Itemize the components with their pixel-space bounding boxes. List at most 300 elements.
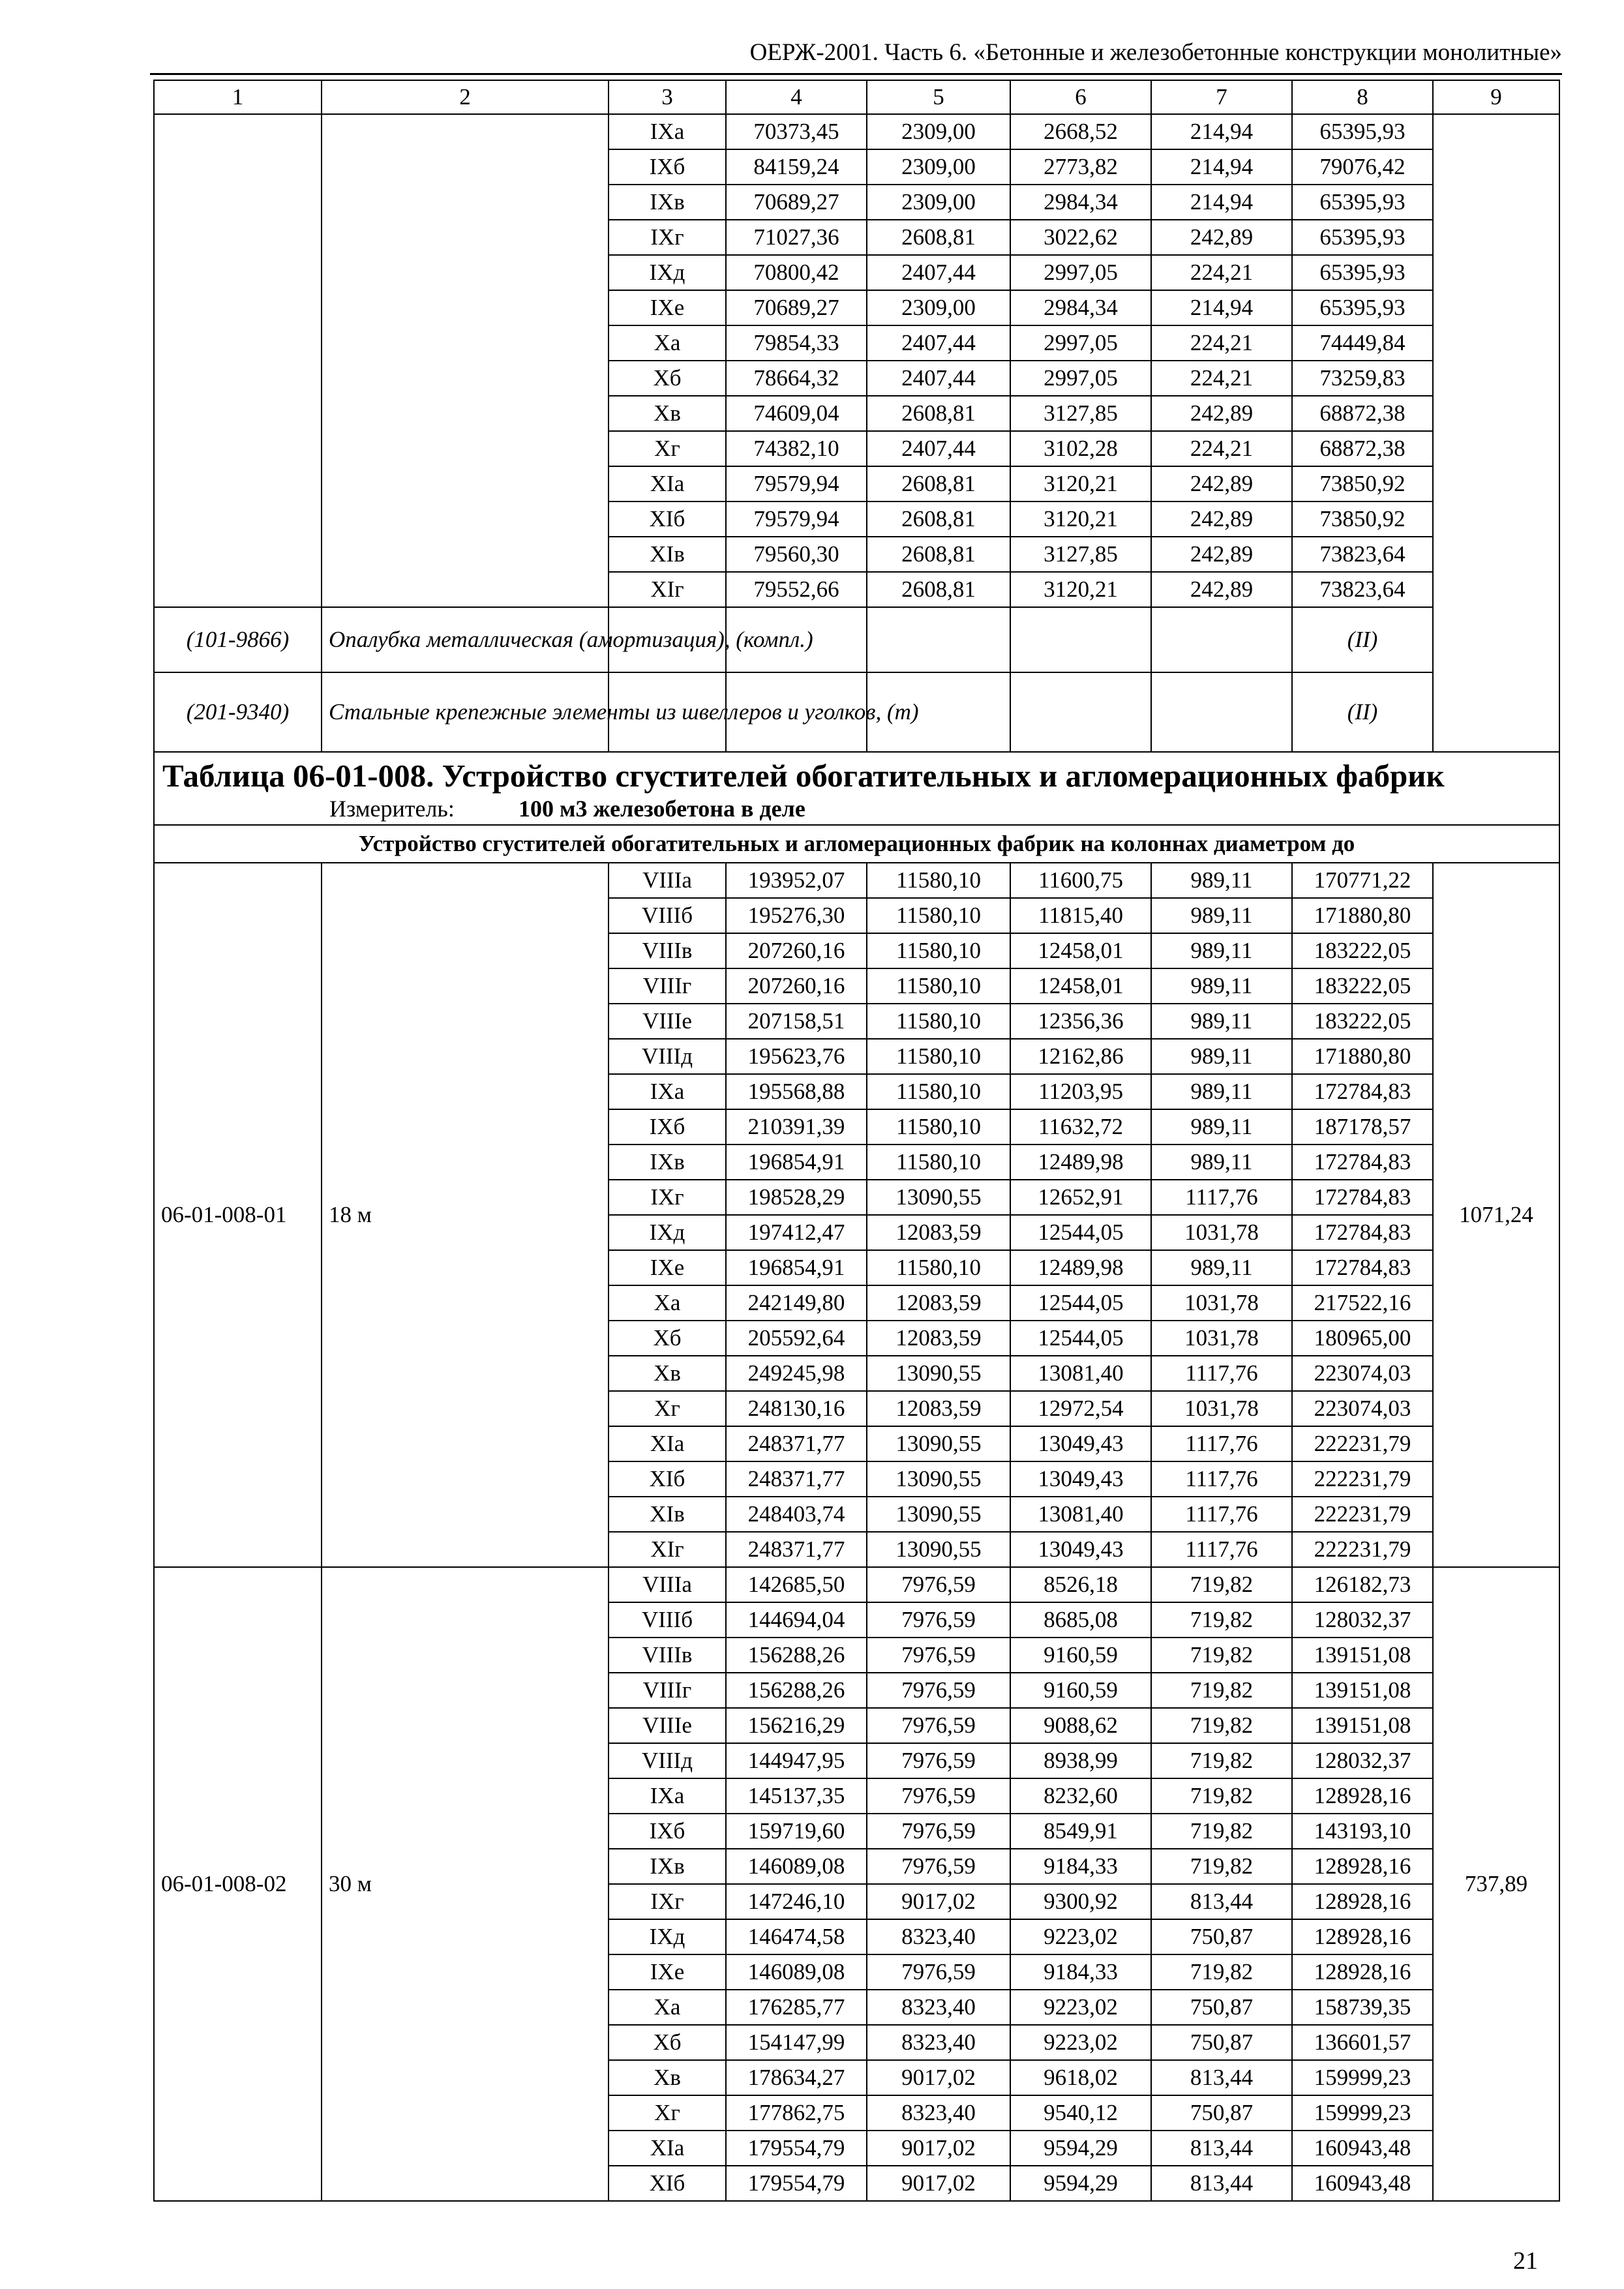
value-cell: 222231,79: [1292, 1426, 1433, 1461]
meter-line: [155, 796, 1559, 824]
empty-cell: [1151, 607, 1292, 672]
value-cell: 3022,62: [1010, 220, 1151, 255]
value-cell: 242,89: [1151, 396, 1292, 431]
value-cell: 11203,95: [1010, 1074, 1151, 1109]
material-mark: (II): [1292, 672, 1433, 752]
value-cell: 7976,59: [867, 1814, 1010, 1849]
value-cell: 79854,33: [726, 325, 867, 361]
labor-cost: 1071,24: [1433, 863, 1559, 1567]
value-cell: 172784,83: [1292, 1180, 1433, 1215]
region-cell: VIIIв: [609, 933, 726, 968]
value-cell: 170771,22: [1292, 863, 1433, 898]
value-cell: 139151,08: [1292, 1638, 1433, 1673]
value-cell: 11632,72: [1010, 1109, 1151, 1144]
value-cell: 13090,55: [867, 1426, 1010, 1461]
value-cell: 9223,02: [1010, 2025, 1151, 2060]
value-cell: 70800,42: [726, 255, 867, 290]
value-cell: 222231,79: [1292, 1497, 1433, 1532]
value-cell: 12083,59: [867, 1391, 1010, 1426]
value-cell: 70373,45: [726, 114, 867, 149]
value-cell: 1117,76: [1151, 1497, 1292, 1532]
value-cell: 79552,66: [726, 572, 867, 607]
value-cell: 195568,88: [726, 1074, 867, 1109]
value-cell: 2407,44: [867, 431, 1010, 466]
value-cell: 176285,77: [726, 1990, 867, 2025]
value-cell: 156288,26: [726, 1638, 867, 1673]
empty-cell: [1010, 672, 1151, 752]
value-cell: 242,89: [1151, 220, 1292, 255]
value-cell: 813,44: [1151, 1884, 1292, 1919]
value-cell: 145137,35: [726, 1778, 867, 1814]
value-cell: 13090,55: [867, 1356, 1010, 1391]
value-cell: 813,44: [1151, 2166, 1292, 2201]
value-cell: 3120,21: [1010, 501, 1151, 537]
value-cell: 2997,05: [1010, 361, 1151, 396]
value-cell: 12458,01: [1010, 933, 1151, 968]
value-cell: 11580,10: [867, 863, 1010, 898]
value-cell: 813,44: [1151, 2131, 1292, 2166]
col-num: 5: [867, 80, 1010, 114]
col-num: 7: [1151, 80, 1292, 114]
value-cell: 13049,43: [1010, 1461, 1151, 1497]
value-cell: 11580,10: [867, 1039, 1010, 1074]
value-cell: 74449,84: [1292, 325, 1433, 361]
value-cell: 12544,05: [1010, 1215, 1151, 1250]
subtitle-row: [154, 825, 1559, 863]
value-cell: 128928,16: [1292, 1884, 1433, 1919]
value-cell: 2984,34: [1010, 290, 1151, 325]
value-cell: 11580,10: [867, 933, 1010, 968]
value-cell: 13081,40: [1010, 1356, 1151, 1391]
value-cell: 73259,83: [1292, 361, 1433, 396]
col-num: 8: [1292, 80, 1433, 114]
value-cell: 9184,33: [1010, 1954, 1151, 1990]
name-cell: [322, 114, 609, 607]
value-cell: 13090,55: [867, 1532, 1010, 1567]
value-cell: 156216,29: [726, 1708, 867, 1743]
table-row: [154, 114, 1559, 149]
value-cell: 128928,16: [1292, 1778, 1433, 1814]
value-cell: 13090,55: [867, 1180, 1010, 1215]
value-cell: 197412,47: [726, 1215, 867, 1250]
value-cell: 136601,57: [1292, 2025, 1433, 2060]
table-subtitle: Устройство сгустителей обогатительных и агломерационных фабрик на колоннах диаметром до: [154, 825, 1559, 863]
region-cell: Xг: [609, 2095, 726, 2131]
col-num: 2: [322, 80, 609, 114]
value-cell: 214,94: [1151, 114, 1292, 149]
value-cell: 719,82: [1151, 1743, 1292, 1778]
value-cell: 74382,10: [726, 431, 867, 466]
value-cell: 719,82: [1151, 1778, 1292, 1814]
value-cell: 12162,86: [1010, 1039, 1151, 1074]
value-cell: 71027,36: [726, 220, 867, 255]
region-cell: Xб: [609, 2025, 726, 2060]
value-cell: 9540,12: [1010, 2095, 1151, 2131]
region-cell: VIIIб: [609, 1602, 726, 1638]
value-cell: 2608,81: [867, 537, 1010, 572]
value-cell: 12544,05: [1010, 1321, 1151, 1356]
region-cell: Xв: [609, 396, 726, 431]
value-cell: 719,82: [1151, 1814, 1292, 1849]
value-cell: 719,82: [1151, 1638, 1292, 1673]
value-cell: 7976,59: [867, 1602, 1010, 1638]
value-cell: 2608,81: [867, 396, 1010, 431]
value-cell: 79579,94: [726, 501, 867, 537]
value-cell: 3120,21: [1010, 572, 1151, 607]
value-cell: 195276,30: [726, 898, 867, 933]
region-cell: Xб: [609, 361, 726, 396]
region-cell: VIIIв: [609, 1638, 726, 1673]
value-cell: 224,21: [1151, 255, 1292, 290]
value-cell: 719,82: [1151, 1954, 1292, 1990]
region-cell: XIв: [609, 1497, 726, 1532]
value-cell: 1117,76: [1151, 1426, 1292, 1461]
value-cell: 9618,02: [1010, 2060, 1151, 2095]
value-cell: 222231,79: [1292, 1532, 1433, 1567]
value-cell: 2309,00: [867, 149, 1010, 185]
value-cell: 1031,78: [1151, 1285, 1292, 1321]
value-cell: 70689,27: [726, 290, 867, 325]
value-cell: 183222,05: [1292, 933, 1433, 968]
value-cell: 750,87: [1151, 1990, 1292, 2025]
value-cell: 11580,10: [867, 1074, 1010, 1109]
value-cell: 179554,79: [726, 2166, 867, 2201]
value-cell: 9017,02: [867, 1884, 1010, 1919]
region-cell: IXб: [609, 1814, 726, 1849]
meter-value: 100 м3 железобетона в деле: [519, 796, 805, 822]
value-cell: 3120,21: [1010, 466, 1151, 501]
value-cell: 139151,08: [1292, 1708, 1433, 1743]
value-cell: 813,44: [1151, 2060, 1292, 2095]
value-cell: 171880,80: [1292, 1039, 1433, 1074]
value-cell: 143193,10: [1292, 1814, 1433, 1849]
value-cell: 989,11: [1151, 1004, 1292, 1039]
value-cell: 248371,77: [726, 1426, 867, 1461]
material-row: [154, 607, 1559, 672]
value-cell: 65395,93: [1292, 220, 1433, 255]
region-cell: VIIIа: [609, 863, 726, 898]
value-cell: 160943,48: [1292, 2166, 1433, 2201]
value-cell: 2608,81: [867, 466, 1010, 501]
value-cell: 989,11: [1151, 1109, 1292, 1144]
value-cell: 989,11: [1151, 1074, 1292, 1109]
value-cell: 12083,59: [867, 1285, 1010, 1321]
value-cell: 172784,83: [1292, 1144, 1433, 1180]
value-cell: 193952,07: [726, 863, 867, 898]
value-cell: 73850,92: [1292, 501, 1433, 537]
value-cell: 242,89: [1151, 466, 1292, 501]
value-cell: 9300,92: [1010, 1884, 1151, 1919]
value-cell: 214,94: [1151, 149, 1292, 185]
value-cell: 144947,95: [726, 1743, 867, 1778]
region-cell: VIIIд: [609, 1743, 726, 1778]
value-cell: 242,89: [1151, 572, 1292, 607]
value-cell: 224,21: [1151, 431, 1292, 466]
value-cell: 160943,48: [1292, 2131, 1433, 2166]
region-cell: XIв: [609, 537, 726, 572]
value-cell: 12652,91: [1010, 1180, 1151, 1215]
value-cell: 3102,28: [1010, 431, 1151, 466]
value-cell: 3127,85: [1010, 396, 1151, 431]
value-cell: 79076,42: [1292, 149, 1433, 185]
value-cell: 2997,05: [1010, 255, 1151, 290]
value-cell: 3127,85: [1010, 537, 1151, 572]
value-cell: 224,21: [1151, 361, 1292, 396]
region-cell: VIIIг: [609, 968, 726, 1004]
value-cell: 719,82: [1151, 1567, 1292, 1602]
value-cell: 989,11: [1151, 898, 1292, 933]
value-cell: 217522,16: [1292, 1285, 1433, 1321]
value-cell: 147246,10: [726, 1884, 867, 1919]
region-cell: XIб: [609, 1461, 726, 1497]
value-cell: 7976,59: [867, 1673, 1010, 1708]
region-cell: XIг: [609, 1532, 726, 1567]
rate-code: 06-01-008-02: [154, 1567, 322, 2201]
value-cell: 989,11: [1151, 933, 1292, 968]
material-code: (101-9866): [154, 607, 322, 672]
value-cell: 73823,64: [1292, 572, 1433, 607]
empty-cell: [1010, 607, 1151, 672]
value-cell: 719,82: [1151, 1602, 1292, 1638]
code-cell: [154, 114, 322, 607]
col-num: 6: [1010, 80, 1151, 114]
value-cell: 9594,29: [1010, 2166, 1151, 2201]
value-cell: 7976,59: [867, 1638, 1010, 1673]
value-cell: 248403,74: [726, 1497, 867, 1532]
value-cell: 9184,33: [1010, 1849, 1151, 1884]
region-cell: IXд: [609, 1919, 726, 1954]
value-cell: 9017,02: [867, 2060, 1010, 2095]
value-cell: 12458,01: [1010, 968, 1151, 1004]
value-cell: 248371,77: [726, 1461, 867, 1497]
material-name: Опалубка металлическая (амортизация), (компл.): [322, 607, 609, 672]
region-cell: IXг: [609, 1884, 726, 1919]
value-cell: 2984,34: [1010, 185, 1151, 220]
region-cell: IXв: [609, 185, 726, 220]
value-cell: 2309,00: [867, 114, 1010, 149]
value-cell: 214,94: [1151, 290, 1292, 325]
value-cell: 2773,82: [1010, 149, 1151, 185]
empty-cell: [1151, 672, 1292, 752]
value-cell: 180965,00: [1292, 1321, 1433, 1356]
value-cell: 7976,59: [867, 1849, 1010, 1884]
value-cell: 750,87: [1151, 1919, 1292, 1954]
value-cell: 9160,59: [1010, 1638, 1151, 1673]
value-cell: 2309,00: [867, 290, 1010, 325]
value-cell: 9160,59: [1010, 1673, 1151, 1708]
region-cell: Xг: [609, 1391, 726, 1426]
empty-cell: [867, 607, 1010, 672]
value-cell: 126182,73: [1292, 1567, 1433, 1602]
region-cell: Xа: [609, 1990, 726, 2025]
rate-code: 06-01-008-01: [154, 863, 322, 1567]
col-num: 4: [726, 80, 867, 114]
region-cell: XIа: [609, 2131, 726, 2166]
value-cell: 156288,26: [726, 1673, 867, 1708]
value-cell: 139151,08: [1292, 1673, 1433, 1708]
value-cell: 196854,91: [726, 1144, 867, 1180]
value-cell: 128928,16: [1292, 1954, 1433, 1990]
value-cell: 2997,05: [1010, 325, 1151, 361]
column-number-row: [154, 80, 1559, 114]
value-cell: 13081,40: [1010, 1497, 1151, 1532]
value-cell: 9017,02: [867, 2131, 1010, 2166]
value-cell: 12489,98: [1010, 1144, 1151, 1180]
value-cell: 159999,23: [1292, 2060, 1433, 2095]
value-cell: 2668,52: [1010, 114, 1151, 149]
value-cell: 12356,36: [1010, 1004, 1151, 1039]
region-cell: Xг: [609, 431, 726, 466]
value-cell: 73823,64: [1292, 537, 1433, 572]
value-cell: 171880,80: [1292, 898, 1433, 933]
value-cell: 750,87: [1151, 2095, 1292, 2131]
region-cell: XIа: [609, 1426, 726, 1461]
value-cell: 172784,83: [1292, 1250, 1433, 1285]
value-cell: 2608,81: [867, 572, 1010, 607]
value-cell: 11815,40: [1010, 898, 1151, 933]
material-row: [154, 672, 1559, 752]
value-cell: 158739,35: [1292, 1990, 1433, 2025]
value-cell: 68872,38: [1292, 396, 1433, 431]
col9-cell: [1433, 114, 1559, 752]
table-title-row: [154, 752, 1559, 825]
value-cell: 989,11: [1151, 863, 1292, 898]
value-cell: 12083,59: [867, 1321, 1010, 1356]
value-cell: 8526,18: [1010, 1567, 1151, 1602]
table-title: Таблица 06-01-008. Устройство сгустителей обогатительных и агломерационных фабрик: [162, 758, 1445, 794]
value-cell: 8232,60: [1010, 1778, 1151, 1814]
value-cell: 223074,03: [1292, 1391, 1433, 1426]
value-cell: 11580,10: [867, 968, 1010, 1004]
value-cell: 2407,44: [867, 255, 1010, 290]
value-cell: 989,11: [1151, 968, 1292, 1004]
value-cell: 242,89: [1151, 537, 1292, 572]
region-cell: VIIIа: [609, 1567, 726, 1602]
region-cell: IXа: [609, 1778, 726, 1814]
value-cell: 198528,29: [726, 1180, 867, 1215]
value-cell: 719,82: [1151, 1673, 1292, 1708]
rates-table: [153, 80, 1560, 2202]
value-cell: 1117,76: [1151, 1532, 1292, 1567]
value-cell: 719,82: [1151, 1708, 1292, 1743]
value-cell: 13049,43: [1010, 1426, 1151, 1461]
value-cell: 68872,38: [1292, 431, 1433, 466]
value-cell: 242149,80: [726, 1285, 867, 1321]
value-cell: 183222,05: [1292, 1004, 1433, 1039]
region-cell: XIг: [609, 572, 726, 607]
value-cell: 8549,91: [1010, 1814, 1151, 1849]
value-cell: 9223,02: [1010, 1919, 1151, 1954]
material-code: (201-9340): [154, 672, 322, 752]
value-cell: 11580,10: [867, 1250, 1010, 1285]
value-cell: 142685,50: [726, 1567, 867, 1602]
value-cell: 172784,83: [1292, 1074, 1433, 1109]
region-cell: IXд: [609, 1215, 726, 1250]
value-cell: 224,21: [1151, 325, 1292, 361]
value-cell: 1031,78: [1151, 1391, 1292, 1426]
value-cell: 12544,05: [1010, 1285, 1151, 1321]
value-cell: 196854,91: [726, 1250, 867, 1285]
value-cell: 2608,81: [867, 501, 1010, 537]
value-cell: 183222,05: [1292, 968, 1433, 1004]
value-cell: 248371,77: [726, 1532, 867, 1567]
value-cell: 128032,37: [1292, 1743, 1433, 1778]
value-cell: 13090,55: [867, 1461, 1010, 1497]
value-cell: 9088,62: [1010, 1708, 1151, 1743]
value-cell: 1117,76: [1151, 1180, 1292, 1215]
region-cell: IXв: [609, 1144, 726, 1180]
region-cell: VIIIд: [609, 1039, 726, 1074]
value-cell: 13049,43: [1010, 1532, 1151, 1567]
value-cell: 205592,64: [726, 1321, 867, 1356]
value-cell: 12489,98: [1010, 1250, 1151, 1285]
value-cell: 65395,93: [1292, 185, 1433, 220]
value-cell: 128928,16: [1292, 1919, 1433, 1954]
value-cell: 144694,04: [726, 1602, 867, 1638]
value-cell: 146474,58: [726, 1919, 867, 1954]
value-cell: 159999,23: [1292, 2095, 1433, 2131]
value-cell: 1117,76: [1151, 1356, 1292, 1391]
region-cell: IXе: [609, 1954, 726, 1990]
value-cell: 11580,10: [867, 1004, 1010, 1039]
region-cell: IXе: [609, 1250, 726, 1285]
value-cell: 179554,79: [726, 2131, 867, 2166]
value-cell: 242,89: [1151, 501, 1292, 537]
value-cell: 8938,99: [1010, 1743, 1151, 1778]
value-cell: 73850,92: [1292, 466, 1433, 501]
value-cell: 172784,83: [1292, 1215, 1433, 1250]
value-cell: 177862,75: [726, 2095, 867, 2131]
meter-label: Измеритель:: [329, 796, 455, 822]
value-cell: 9594,29: [1010, 2131, 1151, 2166]
value-cell: 223074,03: [1292, 1356, 1433, 1391]
col-num: 1: [154, 80, 322, 114]
value-cell: 84159,24: [726, 149, 867, 185]
running-header: ОЕРЖ-2001. Часть 6. «Бетонные и железобетонные конструкции монолитные»: [749, 39, 1562, 66]
value-cell: 70689,27: [726, 185, 867, 220]
value-cell: 989,11: [1151, 1144, 1292, 1180]
value-cell: 154147,99: [726, 2025, 867, 2060]
value-cell: 7976,59: [867, 1708, 1010, 1743]
value-cell: 989,11: [1151, 1039, 1292, 1074]
region-cell: IXа: [609, 1074, 726, 1109]
value-cell: 8323,40: [867, 2095, 1010, 2131]
labor-cost: 737,89: [1433, 1567, 1559, 2201]
value-cell: 7976,59: [867, 1567, 1010, 1602]
region-cell: IXв: [609, 1849, 726, 1884]
value-cell: 13090,55: [867, 1497, 1010, 1532]
value-cell: 248130,16: [726, 1391, 867, 1426]
value-cell: 74609,04: [726, 396, 867, 431]
table-title-block: [154, 752, 1559, 825]
value-cell: 2407,44: [867, 325, 1010, 361]
value-cell: 207260,16: [726, 933, 867, 968]
value-cell: 159719,60: [726, 1814, 867, 1849]
value-cell: 222231,79: [1292, 1461, 1433, 1497]
value-cell: 9017,02: [867, 2166, 1010, 2201]
value-cell: 11580,10: [867, 898, 1010, 933]
region-cell: IXг: [609, 220, 726, 255]
region-cell: Xа: [609, 325, 726, 361]
region-cell: VIIIг: [609, 1673, 726, 1708]
region-cell: Xв: [609, 2060, 726, 2095]
value-cell: 1031,78: [1151, 1215, 1292, 1250]
col-num: 9: [1433, 80, 1559, 114]
value-cell: 8323,40: [867, 1990, 1010, 2025]
value-cell: 2608,81: [867, 220, 1010, 255]
value-cell: 8323,40: [867, 1919, 1010, 1954]
region-cell: Xа: [609, 1285, 726, 1321]
